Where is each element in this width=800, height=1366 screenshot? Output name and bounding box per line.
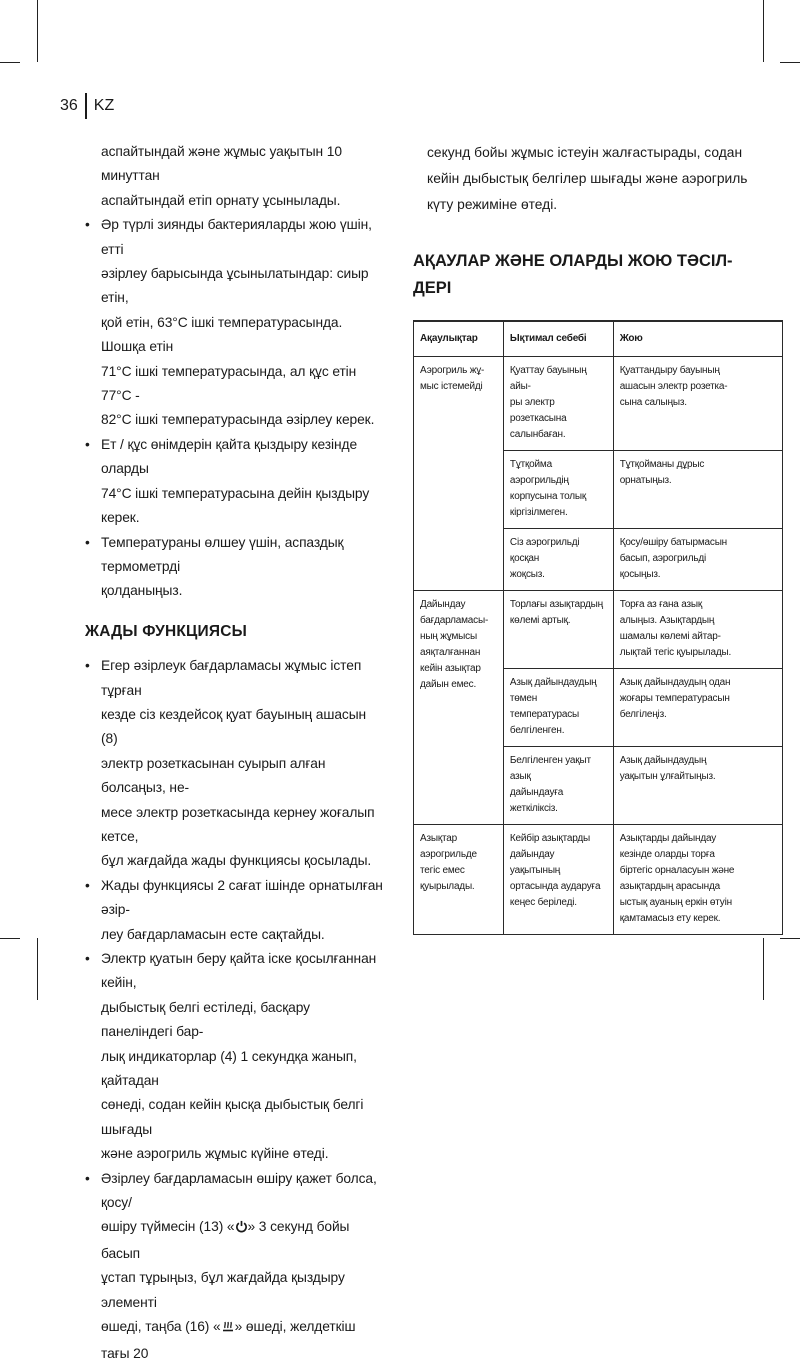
cell-cause: Белгіленген уақыт азық дайындауға жеткіліксіз. xyxy=(503,747,613,825)
left-column xyxy=(85,140,385,1366)
crop-mark xyxy=(780,62,800,63)
troubleshooting-title: АҚАУЛАР ЖӘНЕ ОЛАРДЫ ЖОЮ ТӘСІЛ- ДЕРІ xyxy=(413,252,733,297)
crop-mark xyxy=(37,938,38,1000)
page-number: 36 xyxy=(60,97,78,114)
cell-problem: Дайындау бағдарламасы- ның жұмысы аяқталғаннан кейін азықтар дайын емес. xyxy=(414,591,504,825)
column-header-problems: Ақаулықтар xyxy=(414,321,504,357)
cell-solution: Азықтарды дайындау кезінде оларды торға біртегіс орналасуын және азықтардың арасында ыстық ауаның еркін өтуін қамтамасыз ету керек. xyxy=(613,825,782,935)
cell-cause: Сіз аэрогрильді қосқан жоқсыз. xyxy=(503,529,613,591)
column-header-solution: Жою xyxy=(613,321,782,357)
crop-mark xyxy=(0,62,20,63)
cell-cause: Кейбір азықтарды дайындау уақытының ортасында аударуға кеңес беріледі. xyxy=(503,825,613,935)
page-header xyxy=(60,93,114,119)
cell-solution: Торға аз ғана азық алыңыз. Азықтардың шамалы көлемі айтар- лықтай тегіс қуырылады. xyxy=(613,591,782,669)
crop-mark xyxy=(0,938,20,939)
heating-symbol-icon xyxy=(221,1317,235,1341)
list-item: • Әр түрлі зиянды бактерияларды жою үшін, етті әзірлеу барысында ұсынылатындар: сиыр етін, қой етін, 63°С ішкі температурасында. Шошқа етін 71°С ішкі температурасында, ал құс етін 77°С - 82°С ішкі температурасында әзірлеу керек. xyxy=(85,217,375,428)
crop-mark xyxy=(37,0,38,62)
cell-solution: Азық дайындаудың уақытын ұлғайтыңыз. xyxy=(613,747,782,825)
list-item: • Әзірлеу бағдарламасын өшіру қажет болса, қосу/ өшіру түймесін (13) « » 3 секунд бойы басып ұстап тұрыңыз, бұл жағдайда қыздыру элементі өшеді, таңба (16) « » өшеді, желдеткіш тағы 20 xyxy=(85,1170,377,1361)
intro-paragraph: аспайтындай және жұмыс уақытын 10 минуттан аспайтындай етіп орнату ұсынылады. xyxy=(101,144,342,208)
table-row xyxy=(414,825,783,935)
cell-cause: Қуаттау бауының айы- ры электр розеткасына салынбаған. xyxy=(503,357,613,451)
crop-mark xyxy=(763,938,764,1000)
cell-solution: Қосу/өшіру батырмасын басып, аэрогрильді қосыңыз. xyxy=(613,529,782,591)
section-title-memory: ЖАДЫ ФУНКЦИЯСЫ xyxy=(85,622,248,640)
memory-function-list xyxy=(85,654,385,1366)
cell-solution: Тұтқойманы дұрыс орнатыңыз. xyxy=(613,451,782,529)
continued-paragraph: секунд бойы жұмыс істеуін жалғастырады, содан кейін дыбыстық белгілер шығады және аэрогриль күту режиміне өтеді. xyxy=(427,145,748,212)
cell-cause: Азық дайындаудың төмен температурасы белгіленген. xyxy=(503,669,613,747)
cooking-tips-list xyxy=(85,213,385,604)
power-icon xyxy=(235,1217,248,1241)
list-item: • Температураны өлшеу үшін, аспаздық термометрді қолданыңыз. xyxy=(85,534,344,599)
cell-solution: Қуаттандыру бауының ашасын электр розетка- сына салыңыз. xyxy=(613,357,782,451)
cell-cause: Тұтқойма аэрогрильдің корпусына толық кіргізілмеген. xyxy=(503,451,613,529)
list-item: • Ет / құс өнімдерін қайта қыздыру кезінде оларды 74°С ішкі температурасына дейін қыздыру керек. xyxy=(85,436,370,526)
crop-mark xyxy=(763,0,764,62)
list-item: • Электр қуатын беру қайта іске қосылғаннан кейін, дыбыстық белгі естіледі, басқару панеліндегі бар- лық индикаторлар (4) 1 секундқа жанып, қайтадан сөнеді, содан кейін қысқа дыбыстық белгі шығады және аэрогриль жұмыс күйіне өтеді. xyxy=(85,951,377,1162)
table-header-row xyxy=(414,321,783,357)
table-row xyxy=(414,357,783,451)
cell-problem: Аэрогриль жұ- мыс істемейді xyxy=(414,357,504,591)
cell-cause: Торлағы азықтардың көлемі артық. xyxy=(503,591,613,669)
list-item: • Жады функциясы 2 сағат ішінде орнатылған әзір- леу бағдарламасын есте сақтайды. xyxy=(85,877,383,942)
list-item: • Егер әзірлеук бағдарламасы жұмыс істеп тұрған кезде сіз кездейсоқ қуат бауының ашасын (8) электр розеткасынан суырып алған болсаңыз, не- месе электр розеткасында кернеу жоғалып кетсе, бұл жағдайда жады функциясы қосылады. xyxy=(85,658,375,869)
column-header-cause: Ықтимал себебі xyxy=(503,321,613,357)
language-code: KZ xyxy=(93,97,115,114)
troubleshooting-table xyxy=(413,320,783,935)
right-column xyxy=(413,140,783,924)
crop-mark xyxy=(780,938,800,939)
table-row xyxy=(414,591,783,669)
cell-solution: Азық дайындаудың одан жоғары температурасын белгілеңіз. xyxy=(613,669,782,747)
cell-problem: Азықтар аэрогрильде тегіс емес қуырылады. xyxy=(414,825,504,935)
